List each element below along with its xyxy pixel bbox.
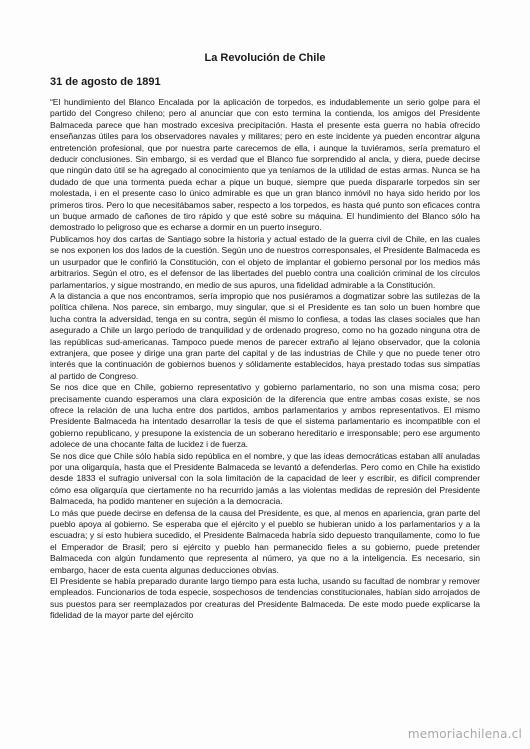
paragraph-6: Lo más que puede decirse en defensa de la causa del Presidente, es que, al menos en apariencia, gran parte del pueblo apoya al gobierno. Se esperaba que el ejército y el pueblo se hubieran unido a los parlamentarios y a la escuadra; y si esto hubiera sucedido, el Presidente Balmaceda habría sido depuesto tranquilamente, como lo fue el Emperador de Brasil; pero si ejército y pueblo han permanecido fieles a su gobierno, puede pretender Balmaceda con algún fundamento que representa al número, ya que no a la inteligencia. Es necesario, sin embargo, hacer de esta cuenta algunas deducciones obvias. <box>50 507 480 575</box>
paragraph-5: Se nos dice que Chile sólo había sido república en el nombre, y que las ideas democráticas estaban allí anuladas por una oligarquía, hasta que el Presidente Balmaceda se levantó a defenderlas. Pero como en Chile ha existido desde 1833 el sufragio universal con la sola limitación de la capacidad de leer y escribir, es difícil comprender cómo esa oligarquía que ciertamente no ha recurrido jamás a las violentas medidas de represión del Presidente Balmaceda, ha podido mantener en sujeción a la democracia. <box>50 450 480 507</box>
paragraph-7: El Presidente se había preparado durante largo tiempo para esta lucha, usando su facultad de nombrar y remover empleados. Funcionarios de toda especie, sospechosos de tendencias constitucionales, habían sido arrojados de sus puestos para ser reemplazados por creaturas del Presidente Balmaceda. De este modo puede explicarse la fidelidad de la mayor parte del ejército <box>50 576 480 621</box>
source-watermark: memoriachilena.cl <box>407 727 522 741</box>
document-date: 31 de agosto de 1891 <box>50 76 161 88</box>
document-body <box>50 97 480 622</box>
document-title: La Revolución de Chile <box>204 52 326 64</box>
paragraph-2: Publicamos hoy dos cartas de Santiago sobre la historia y actual estado de la guerra civil de Chile, en las cuales se nos exponen los dos lados de la cuestión. Según uno de nuestros corresponsales, el Presidente Balmaceda es un usurpador que le confirió la Constitución, con el objeto de implantar el gobierno personal por los medios más arbitrarios. Según el otro, es el defensor de las libertades del pueblo contra una coalición criminal de los círculos parlamentarios, y sigue mostrando, en medio de sus apuros, una fidelidad admirable a la Constitución. <box>50 233 480 290</box>
paragraph-1: “El hundimiento del Blanco Encalada por la aplicación de torpedos, es indudablemente un serio golpe para el partido del Congreso chileno; pero al anunciar que con esto termina la contienda, los amigos del Presidente Balmaceda parece que han mostrado excesiva precipitación. Hasta el presente esta guerra no había ofrecido enseñanzas útiles para los observadores navales y militares; pero en este incidente ya pueden encontrar alguna entretención profesional, que por nuestra parte carecemos de ella, i aunque la tuviéramos, sería prematuro el deducir conclusiones. Sin embargo, si es verdad que el Blanco fue sorprendido al ancla, y diera, puede decirse que ningún dato útil se ha agregado al conocimiento que ya teníamos de la utilidad de estas armas. Nunca se ha dudado de que una tormenta pueda echar a pique un buque, siempre que pueda dispararle torpedos sin ser molestada, i en el presente caso lo único admirable es que un gran blanco inmóvil no haya sido herido por los primeros tiros. Pero lo que necesitábamos saber, respecto a los torpedos, es hasta qué punto son eficaces contra un buque armado de cañones de tiro rápido y que esté sobre su máquina. El hundimiento del Blanco sólo ha demostrado lo peligroso que es echarse a dormir en un puerto inseguro. <box>50 97 480 233</box>
paragraph-4: Se nos dice que en Chile, gobierno representativo y gobierno parlamentario, no son una misma cosa; pero precisamente cuando esperamos una clara exposición de la diferencia que entre ambas cosas existe, se nos ofrece la relación de una lucha entre dos partidos, ambos parlamentarios y ambos representativos. El mismo Presidente Balmaceda ha intentado desarrollar la tesis de que el sistema parlamentario es incompatible con el gobierno republicano, y presupone la existencia de un soberano hereditario e irresponsable; pero ese argumento adolece de una chocante falta de lucidez i de fuerza. <box>50 382 480 450</box>
paragraph-3: A la distancia a que nos encontramos, sería impropio que nos pusiéramos a dogmatizar sobre las sutilezas de la política chilena. Nos parece, sin embargo, muy singular, que si el Presidente es tan solo un buen hombre que lucha contra la adversidad, tenga en su contra, según él mismo lo confiesa, a todas las clases sociales que han asegurado a Chile un largo período de tranquilidad y de ordenado progreso, como no ha gozado ninguna otra de las repúblicas sud-americanas. Tampoco puede menos de parecer extraño al lejano observador, que la colonia extranjera, que posee y dirige una gran parte del capital y de las industrias de Chile y que no puede tener otro interés que la continuación de gobiernos buenos y sólidamente establecidos, haya prestado todas sus simpatías al partido de Congreso. <box>50 290 480 381</box>
